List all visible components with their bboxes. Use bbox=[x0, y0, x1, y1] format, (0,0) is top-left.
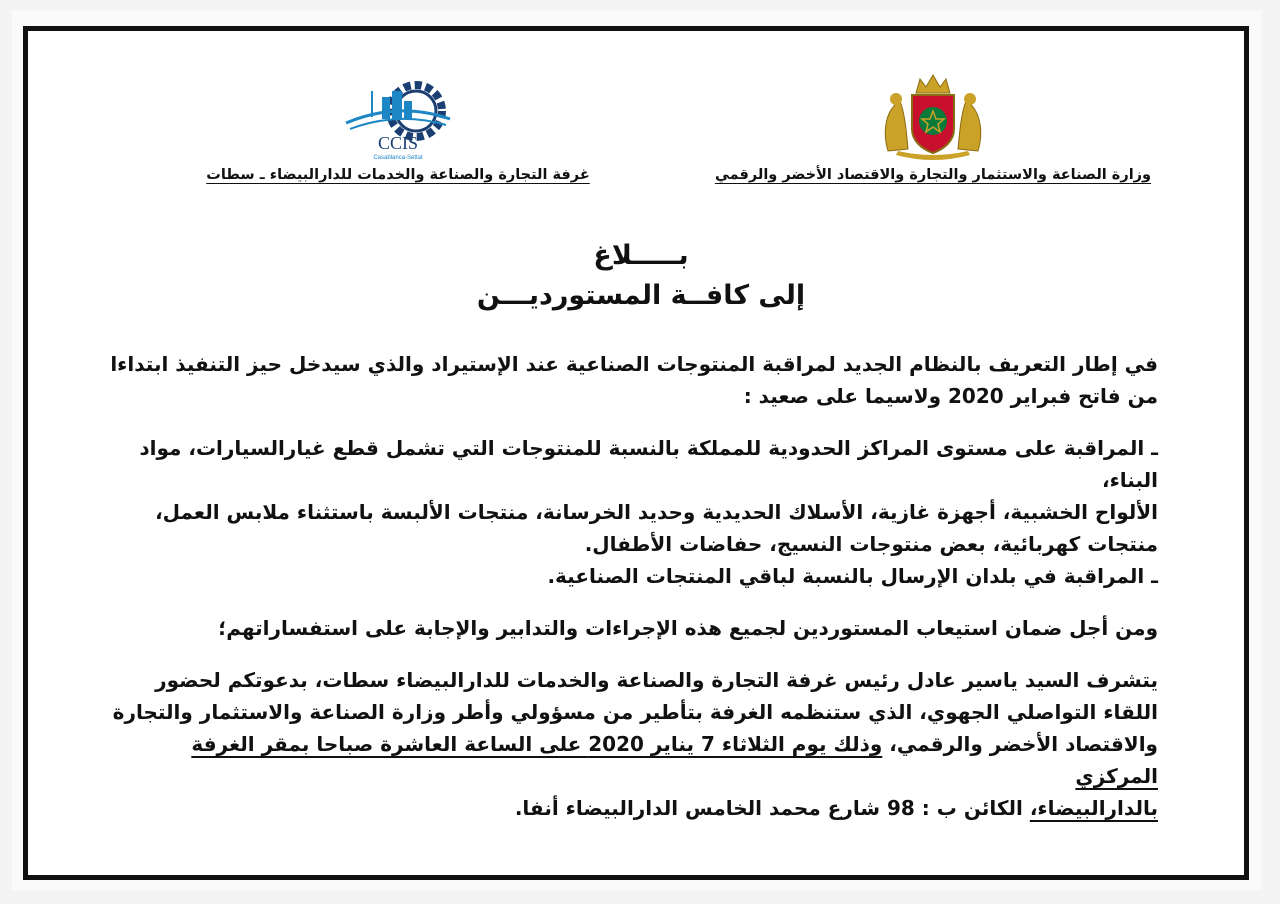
bullet-line: ـ المراقبة في بلدان الإرسال بالنسبة لباقي المنتجات الصناعية. bbox=[547, 564, 1158, 588]
coat-of-arms-icon bbox=[878, 71, 988, 161]
ccis-logo bbox=[338, 71, 458, 161]
chamber-name: غرفة التجارة والصناعة والخدمات للدارالبيضاء ـ سطات bbox=[206, 167, 590, 183]
document-frame bbox=[23, 26, 1249, 880]
bullet-line: ـ المراقبة على مستوى المراكز الحدودية للمملكة بالنسبة للمنتوجات التي تشمل قطع غيارالسيارات، مواد البناء، bbox=[139, 436, 1158, 492]
invite-line bbox=[110, 792, 1158, 824]
bullet-line: منتجات كهربائية، بعض منتوجات النسيج، حفاضات الأطفال. bbox=[584, 532, 1158, 556]
invite-date-underlined: وذلك يوم الثلاثاء 7 يناير 2020 على الساعة العاشرة صباحا بمقر الغرفة المركزي bbox=[191, 732, 1158, 788]
invite-text: والاقتصاد الأخضر والرقمي، bbox=[882, 732, 1158, 756]
ministry-header bbox=[668, 71, 1198, 183]
chamber-header bbox=[168, 71, 628, 183]
invite-line: اللقاء التواصلي الجهوي، الذي ستنظمه الغرفة بتأطير من مسؤولي وأطر وزارة الصناعة والاستثمار والتجارة bbox=[112, 700, 1158, 724]
invite-line bbox=[110, 728, 1158, 792]
purpose-line: ومن أجل ضمان استيعاب المستوردين لجميع هذه الإجراءات والتدابير والإجابة على استفساراتهم؛ bbox=[218, 616, 1158, 640]
intro-line: في إطار التعريف بالنظام الجديد لمراقبة المنتوجات الصناعية عند الإستيراد والذي سيدخل حيز التنفيذ ابتداءا bbox=[110, 352, 1158, 376]
ccis-logo-text: CCIS bbox=[377, 133, 419, 153]
page-title: بـــــلاغ bbox=[593, 240, 689, 271]
page-subtitle: إلى كافــة المستورديـــن bbox=[476, 280, 806, 311]
invite-address: الكائن ب : 98 شارع محمد الخامس الدارالبيضاء أنفا. bbox=[514, 796, 1030, 820]
ccis-logo-subtext: Casablanca-Settat bbox=[373, 155, 423, 161]
intro-line: من فاتح فبراير 2020 ولاسيما على صعيد : bbox=[743, 384, 1158, 408]
announcement-body bbox=[110, 348, 1158, 824]
bullet-line: الألواح الخشبية، أجهزة غازية، الأسلاك الحديدية وحديد الخرسانة، منتجات الألبسة باستثناء ملابس العمل، bbox=[155, 500, 1158, 524]
ministry-name: وزارة الصناعة والاستثمار والتجارة والاقتصاد الأخضر والرقمي bbox=[714, 167, 1152, 183]
announcement-title bbox=[28, 236, 1254, 316]
invite-line: يتشرف السيد ياسير عادل رئيس غرفة التجارة والصناعة والخدمات للدارالبيضاء سطات، بدعوتكم لحضور bbox=[155, 668, 1158, 692]
invite-city-underlined: بالدارالبيضاء، bbox=[1029, 796, 1158, 820]
